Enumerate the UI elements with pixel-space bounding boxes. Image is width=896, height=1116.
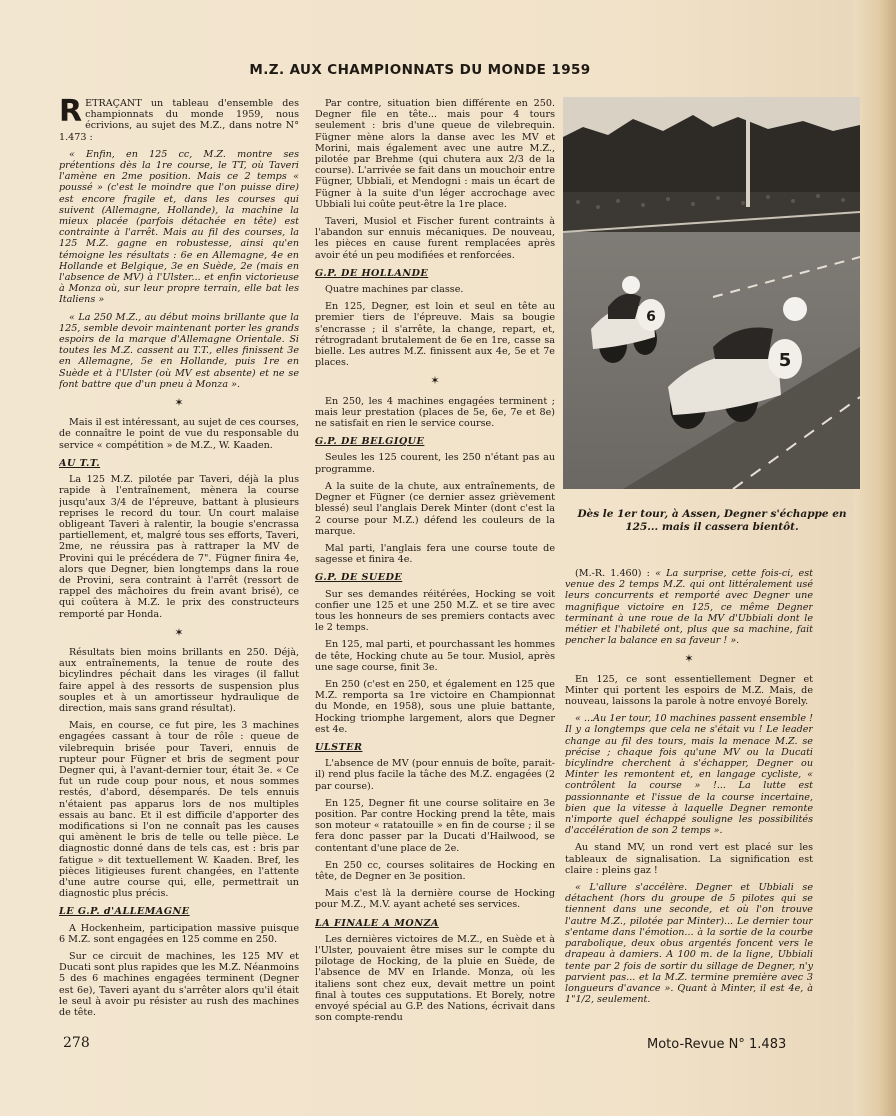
text-column-1 xyxy=(59,98,299,1028)
results-250-paragraph: Résultats bien moins brillants en 250. Déjà, aux entraînements, la tenue de route des bicylindres péchait dans les virages (il fallut faire appel à des ressorts de suspension plus souples et à un amortisseur hydraulique de direction, mais sans grand résultat). xyxy=(59,646,299,714)
heading-belgique: G.P. DE BELGIQUE xyxy=(315,436,425,448)
heading-ulster: ULSTER xyxy=(315,741,363,753)
rider-left-number: 6 xyxy=(646,309,656,325)
borely-quote-text: « La surprise, cette fois-ci, est venue des 2 temps M.Z. qui ont littéralement usé leurs concurrents et remporté avec Degner une magnifique victoire en 125, ce même Degner terminant à une roue de la MV d'Ubbiali dont le métier et l'habileté ont, plus que sa machine, fait pencher la balance en sa faveur ! ». xyxy=(565,568,813,647)
hockenheim-paragraph: A Hockenheim, participation massive puisque 6 M.Z. sont engagées en 125 comme en 250. xyxy=(59,922,299,945)
intro-text: ETRAÇANT un tableau d'ensemble des championnats du monde 1959, nous écrivions, au sujet des M.Z., dans notre N° 1.473 : xyxy=(59,98,299,143)
course-paragraph: Mais, en course, ce fut pire, les 3 machines engagées cassant à tour de rôle : queue de vilebrequin brisée pour Taveri, ennuis de rupteur pour Fügner et bris de segment pour Degner qui, à l'avant-dernier tour, était 3e. « Ce fut un rude coup pour nous, et nous sommes restés, d'abord, désemparés. De tels ennuis n'étaient pas apparus lors de nos multiples essais au banc. Et il est difficile d'apporter des modifications si l'on ne connaît pas les causes qui amènent le bris de telle ou telle pièce. Le diagnostic donné dans de tels cas, est : bris par fatigue » dit textuellement W. Kaaden. Bref, les pièces litigieuses furent changées, en l'attente d'une autre course qui, elle, permettrait un diagnostic plus précis. xyxy=(59,720,299,900)
belgique-paragraph-1: Seules les 125 courent, les 250 n'étant pas au programme. xyxy=(315,452,555,475)
race-photo-illustration xyxy=(563,97,860,489)
hollande-250-paragraph: En 250, les 4 machines engagées terminent ; mais leur prestation (places de 5e, 6e, 7e et 8e) ne satisfait en rien le service course. xyxy=(315,395,555,430)
stand-mv-paragraph: Au stand MV, un rond vert est placé sur les tableaux de signalisation. La signification est claire : pleins gaz ! xyxy=(565,842,813,876)
ulster-paragraph-3: En 250 cc, courses solitaires de Hocking en tête, de Degner en 3e position. xyxy=(315,859,555,882)
reference-text: (M.-R. 1.460) : xyxy=(575,568,650,579)
section-star-icon: ✶ xyxy=(174,396,184,410)
section-star-icon: ✶ xyxy=(174,625,184,639)
ulster-paragraph-4: Mais c'est là la dernière course de Hocking pour M.Z., M.V. ayant acheté ses services. xyxy=(315,888,555,911)
section-star-icon: ✶ xyxy=(684,652,694,666)
circuit-paragraph: Sur ce circuit de machines, les 125 MV et Ducati sont plus rapides que les M.Z. Néanmoins 5 des 6 machines engagées terminent (Degner est 6e), Taveri ayant du s'arrêter alors qu'il était le seul à avoir pu résister au rush des machines de tête. xyxy=(59,951,299,1019)
suede-paragraph-3: En 250 (c'est en 250, et également en 125 que M.Z. remporta sa 1re victoire en Championnat du Monde, en 1958), sous une pluie battante, Hocking triomphe largement, alors que Degner est 4e. xyxy=(315,678,555,735)
tt-paragraph: La 125 M.Z. pilotée par Taveri, déjà la plus rapide à l'entraînement, mènera la course jusqu'aux 3/4 de l'épreuve, battant à plusieurs reprises le record du tour. Un court malaise obligeant Taveri à ralentir, la bougie s'encrassa partiellement, et, malgré tous ses efforts, Taveri, 2me, ne réussira pas à rattraper la MV de Provini qui le précédera de 7". Fügner finira 4e, alors que Degner, bien longtemps dans la roue de Provini, sera contraint à l'arrêt (ressort de rappel des mâchoires du frein avant brisé), ce qui coûtera à M.Z. le prix des constructeurs remporté par Honda. xyxy=(59,474,299,620)
heading-monza: LA FINALE A MONZA xyxy=(315,917,439,929)
espoirs-paragraph: En 125, ce sont essentiellement Degner et Minter qui portent les espoirs de M.Z. Mais, de nouveau, laissons la parole à notre envoyé Borely. xyxy=(565,673,813,708)
ulster-paragraph-1: L'absence de MV (pour ennuis de boîte, parait-il) rend plus facile la tâche des M.Z. engagées (2 par course). xyxy=(315,758,555,792)
final-lap-quote: « L'allure s'accélère. Degner et Ubbiali se détachent (hors du groupe de 5 pilotes qui se tiennent dans une seconde, et où l'on trouve l'autre M.Z., pilotée par Minter)... Le dernier tour s'entame dans l'émotion... à la sortie de la courbe parabolique, deux obus argentés foncent vers le drapeau à damiers. A 100 m. de la ligne, Ubbiali tente par 2 fois de sortir du sillage de Degner, n'y parvient pas... et la M.Z. termine première avec 3 longueurs d'avance ». Quant à Minter, il est 4e, à 1"1/2, seulement. xyxy=(565,882,813,1006)
allemagne-250-paragraph: Par contre, situation bien différente en 250. Degner file en tête... mais pour 4 tours seulement : bris d'une queue de vilebrequin. Fügner mène alors la danse avec les MV et Morini, mais également avec une autre M.Z., pilotée par Brehme (qui chutera aux 2/3 de la course). L'arrivée se fait dans un mouchoir entre Fügner, Ubbiali, et Mendogni : mais un écart de Fügner à la suite d'un léger accrochage avec Ubbiali lui coûte peut-être la 1re place. xyxy=(315,98,555,210)
page-binding-edge xyxy=(854,0,896,1116)
article-title: M.Z. AUX CHAMPIONNATS DU MONDE 1959 xyxy=(249,62,591,78)
suede-paragraph-2: En 125, mal parti, et pourchassant les hommes de tête, Hocking chute au 5e tour. Musiol, après une sage course, finit 3e. xyxy=(315,639,555,673)
belgique-paragraph-3: Mal parti, l'anglais fera une course toute de sagesse et finira 4e. xyxy=(315,542,555,566)
kaaden-intro-paragraph: Mais il est intéressant, au sujet de ces courses, de connaître le point de vue du responsable du service « compétition » de M.Z., W. Kaaden. xyxy=(59,417,299,451)
heading-allemagne: LE G.P. d'ALLEMAGNE xyxy=(59,906,190,918)
hollande-125-paragraph: En 125, Degner, est loin et seul en tête au premier tiers de l'épreuve. Mais sa bougie s'encrasse ; il s'arrête, la change, repart, et, rétrogradant brutalement de 6e en 1re, casse sa bielle. Les autres M.Z. finissent aux 4e, 5e et 7e places. xyxy=(315,301,555,369)
suede-paragraph-1: Sur ses demandes réitérées, Hocking se voit confier une 125 et une 250 M.Z. et se tire avec tous les honneurs de ses premiers contacts avec le 2 temps. xyxy=(315,588,555,634)
heading-tt: AU T.T. xyxy=(59,457,101,469)
section-star-icon: ✶ xyxy=(430,374,440,388)
ulster-paragraph-2: En 125, Degner fit une course solitaire en 3e position. Par contre Hocking prend la tête, mais son moteur « ratatouille » en fin de course ; il se fera donc passer par la Ducati d'Hailwood, se contentant d'une place de 2e. xyxy=(315,797,555,854)
intro-paragraph xyxy=(59,98,299,143)
abandon-paragraph: Taveri, Musiol et Fischer furent contraints à l'abandon sur ennuis mécaniques. De nouveau, les pièces en cause furent remplacées après avoir été un peu modifiées et renforcées. xyxy=(315,216,555,261)
belgique-paragraph-2: A la suite de la chute, aux entraînements, de Degner et Fügner (ce dernier assez grièvement blessé) seul l'anglais Derek Minter (dont c'est la 2 course pour M.Z.) défend les couleurs de la marque. xyxy=(315,480,555,537)
heading-hollande: G.P. DE HOLLANDE xyxy=(315,267,429,279)
race-photo xyxy=(563,97,860,489)
drop-cap: R xyxy=(59,98,83,129)
quote-125: « Enfin, en 125 cc, M.Z. montre ses prétentions dès la 1re course, le TT, où Taveri l'amène en 2me position. Mais ce 2 temps « poussé » (c'est le moindre que l'on puisse dire) est encore fragile et, dans les courses qui suivent (Allemagne, Hollande), la machine la mieux placée (parfois détachée en tête) est contrainte à l'arrêt. Mais au fil des courses, la 125 M.Z. gagne en robustesse, ainsi qu'en témoigne les résultats : 6e en Allemagne, 4e en Hollande et Belgique, 3e en Suède, 2e (mais en l'absence de MV) à l'Ulster... et enfin victorieuse à Monza où, sur leur propre terrain, elle bat les Italiens » xyxy=(59,148,299,306)
text-column-2 xyxy=(315,98,555,1028)
monza-paragraph: Les dernières victoires de M.Z., en Suède et à l'Ulster, pouvaient être mises sur le compte du pilotage de Hocking, de la pluie en Suède, de l'absence de MV en Irlande. Monza, où les italiens sont chez eux, devait mettre un point final à toutes ces supputations. Et Borely, notre envoyé spécial au G.P. des Nations, écrivait dans son compte-rendu xyxy=(315,933,555,1024)
text-column-3 xyxy=(565,568,813,1026)
page-number: 278 xyxy=(63,1035,90,1051)
magazine-folio: Moto-Revue N° 1.483 xyxy=(647,1037,787,1052)
quote-250: « La 250 M.Z., au début moins brillante que la 125, semble devoir maintenant porter les grands espoirs de la marque d'Allemagne Orientale. Si toutes les M.Z. cassent au T.T., elles finissent 3e en Allemagne, 5e en Hollande, puis 1re en Suède et à l'Ulster (où MV est absente) et ne se font battre que d'un pneu à Monza ». xyxy=(59,311,299,390)
quatre-machines-paragraph: Quatre machines par classe. xyxy=(325,284,464,296)
premier-tour-quote: « ...Au 1er tour, 10 machines passent ensemble ! Il y a longtemps que cela ne s'était vu ! Le leader change au fil des tours, mais la menace M.Z. se précise ; chaque fois qu'une MV ou la Ducati bicylindre cherchent à s'échapper, Degner ou Minter les remontent et, en langage cycliste, « contrôlent la course » !... La lutte est passionnante et l'issue de la course incertaine, bien que la vitesse à laquelle Degner remonte n'importe quel échappé souligne les possibilités d'accélération de son 2 temps ». xyxy=(565,713,813,837)
borely-quote-paragraph xyxy=(565,568,813,646)
heading-suede: G.P. DE SUEDE xyxy=(315,572,403,584)
photo-caption: Dès le 1er tour, à Assen, Degner s'échappe en 125... mais il cassera bientôt. xyxy=(577,508,847,533)
rider-right-number: 5 xyxy=(778,350,792,371)
